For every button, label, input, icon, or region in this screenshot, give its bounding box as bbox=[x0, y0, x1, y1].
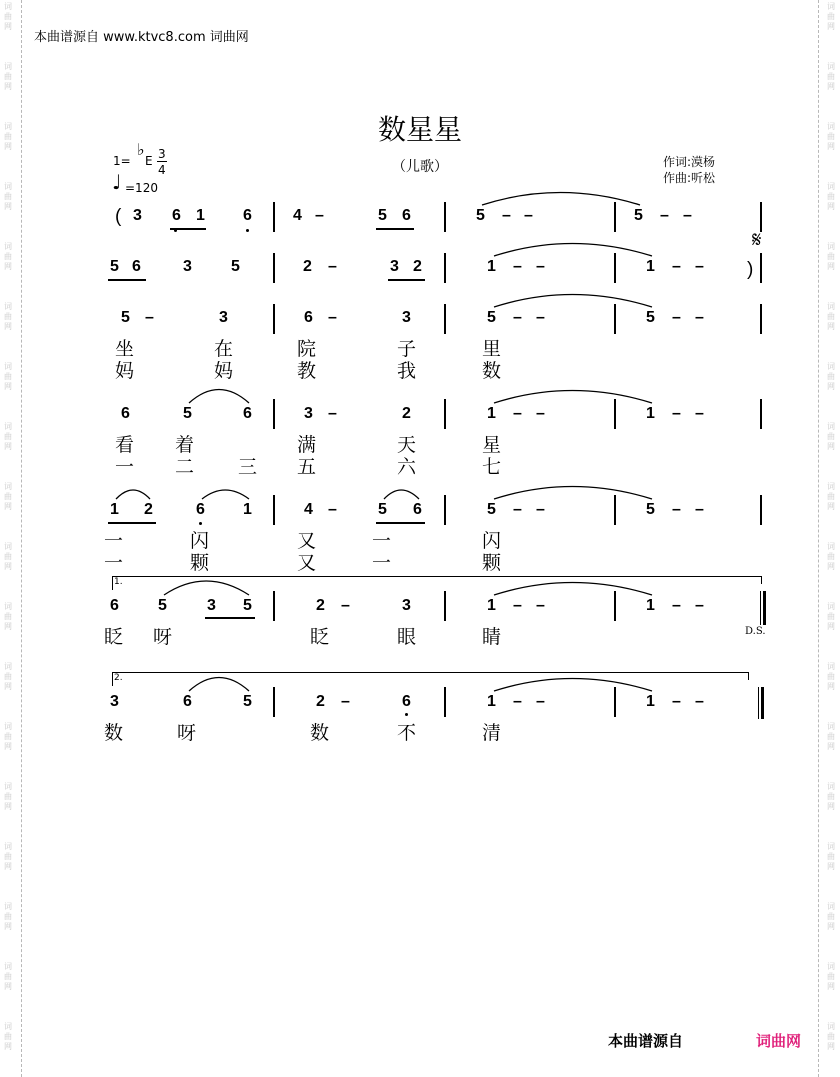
note: 5 bbox=[487, 309, 496, 326]
ds-marking: D.S. bbox=[745, 626, 766, 637]
tie bbox=[494, 487, 652, 500]
lyric: 六 bbox=[397, 456, 417, 478]
tie bbox=[494, 391, 652, 404]
note: 3 bbox=[183, 258, 192, 275]
margin-watermark: 词 曲 网 bbox=[827, 1022, 835, 1051]
note: 5 bbox=[634, 207, 643, 224]
dash: – bbox=[695, 309, 704, 326]
margin-watermark: 词 曲 网 bbox=[827, 902, 835, 931]
dash: – bbox=[695, 693, 704, 710]
dash: – bbox=[672, 309, 681, 326]
dash: – bbox=[328, 258, 337, 275]
dash: – bbox=[513, 309, 522, 326]
lyric: 妈 bbox=[214, 360, 234, 382]
dash: – bbox=[341, 597, 350, 614]
note: 6 bbox=[110, 597, 119, 614]
lyric: 数 bbox=[104, 722, 124, 744]
margin-watermark: 词 曲 网 bbox=[4, 902, 12, 931]
margin-watermark: 词 曲 网 bbox=[827, 62, 835, 91]
dash: – bbox=[513, 693, 522, 710]
composer: 作曲:听松 bbox=[663, 171, 716, 185]
dash: – bbox=[683, 207, 692, 224]
note: 3 bbox=[390, 258, 399, 275]
lyric: 看 bbox=[115, 434, 135, 456]
tie bbox=[494, 679, 652, 692]
lyric: 一 bbox=[104, 530, 124, 552]
note: 2 bbox=[144, 501, 153, 518]
dash: – bbox=[672, 501, 681, 518]
note: 2 bbox=[413, 258, 422, 275]
song-genre: （儿歌） bbox=[392, 159, 448, 175]
margin-watermark: 词 曲 网 bbox=[4, 302, 12, 331]
margin-watermark: 词 曲 网 bbox=[4, 362, 12, 391]
note: 1 bbox=[646, 405, 655, 422]
note: 2 bbox=[303, 258, 312, 275]
dash: – bbox=[672, 597, 681, 614]
margin-watermark: 词 曲 网 bbox=[4, 242, 12, 271]
dash: – bbox=[315, 207, 324, 224]
lyric: 颗 bbox=[190, 552, 210, 574]
dash: – bbox=[536, 405, 545, 422]
time-signature-top: 3 bbox=[158, 147, 166, 161]
note: 5 bbox=[243, 597, 252, 614]
note: 1 bbox=[487, 405, 496, 422]
lyric: 眨 bbox=[104, 626, 124, 648]
dash: – bbox=[513, 258, 522, 275]
tie bbox=[494, 295, 652, 308]
note: 3 bbox=[133, 207, 142, 224]
volta-1-label: 1. bbox=[114, 577, 123, 587]
lyric: 三 bbox=[238, 456, 258, 478]
lyric: 一 bbox=[115, 456, 135, 478]
lyric: 满 bbox=[297, 434, 317, 456]
margin-watermark: 词 曲 网 bbox=[4, 182, 12, 211]
dash: – bbox=[672, 693, 681, 710]
lyric: 在 bbox=[214, 338, 234, 360]
dash: – bbox=[328, 405, 337, 422]
margin-watermark: 词 曲 网 bbox=[4, 542, 12, 571]
dash: – bbox=[536, 597, 545, 614]
dash: – bbox=[672, 405, 681, 422]
margin-watermark: 词 曲 网 bbox=[827, 782, 835, 811]
margin-watermark: 词 曲 网 bbox=[827, 242, 835, 271]
note: 1 bbox=[243, 501, 252, 518]
margin-watermark: 词 曲 网 bbox=[827, 182, 835, 211]
dash: – bbox=[536, 258, 545, 275]
source-header: 本曲谱源自 www.ktvc8.com 词曲网 bbox=[34, 30, 249, 45]
note: 2 bbox=[316, 693, 325, 710]
note: 6 bbox=[121, 405, 130, 422]
note: 5 bbox=[121, 309, 130, 326]
margin-watermark: 词 曲 网 bbox=[827, 122, 835, 151]
margin-watermark: 词 曲 网 bbox=[4, 722, 12, 751]
dash: – bbox=[328, 501, 337, 518]
dash: – bbox=[536, 693, 545, 710]
note: 6 bbox=[413, 501, 422, 518]
note: 6 bbox=[402, 207, 411, 224]
dash: – bbox=[695, 405, 704, 422]
lyric: 坐 bbox=[115, 338, 135, 360]
lyric: 子 bbox=[397, 338, 417, 360]
lyric: 眨 bbox=[310, 626, 330, 648]
flat-sign: ♭ bbox=[137, 140, 145, 159]
dash: – bbox=[145, 309, 154, 326]
lyric: 一 bbox=[372, 530, 392, 552]
note: 5 bbox=[476, 207, 485, 224]
footer-site-link[interactable]: 词曲网 bbox=[756, 1032, 802, 1050]
note: 3 bbox=[402, 309, 411, 326]
lyric: 颗 bbox=[482, 552, 502, 574]
note: 2 bbox=[402, 405, 411, 422]
lyric: 一 bbox=[104, 552, 124, 574]
note: 5 bbox=[378, 501, 387, 518]
dash: – bbox=[502, 207, 511, 224]
slur bbox=[202, 490, 249, 499]
lyric: 睛 bbox=[482, 626, 502, 648]
dash: – bbox=[341, 693, 350, 710]
lyric: 着 bbox=[175, 434, 195, 456]
time-signature-bottom: 4 bbox=[158, 163, 166, 177]
note: 3 bbox=[304, 405, 313, 422]
margin-watermark: 词 曲 网 bbox=[827, 662, 835, 691]
note: 5 bbox=[243, 693, 252, 710]
dash: – bbox=[513, 597, 522, 614]
lyric: 里 bbox=[482, 338, 502, 360]
lyric: 星 bbox=[482, 434, 502, 456]
lyric: 呀 bbox=[153, 626, 173, 648]
lyric: 又 bbox=[297, 530, 317, 552]
margin-watermark: 词 曲 网 bbox=[4, 422, 12, 451]
margin-watermark: 词 曲 网 bbox=[4, 962, 12, 991]
lyric: 我 bbox=[397, 360, 417, 382]
lyric: 闪 bbox=[482, 530, 502, 552]
lyric: 眼 bbox=[397, 626, 417, 648]
note: 5 bbox=[110, 258, 119, 275]
tie bbox=[494, 583, 652, 596]
lyric: 又 bbox=[297, 552, 317, 574]
lyric: 七 bbox=[482, 456, 502, 478]
tempo-value: =120 bbox=[125, 181, 158, 195]
tie bbox=[482, 193, 640, 206]
note: 1 bbox=[196, 207, 205, 224]
note: 5 bbox=[158, 597, 167, 614]
margin-watermark: 词 曲 网 bbox=[827, 602, 835, 631]
lyric: 妈 bbox=[115, 360, 135, 382]
margin-watermark: 词 曲 网 bbox=[827, 842, 835, 871]
dash: – bbox=[660, 207, 669, 224]
note: 5 bbox=[487, 501, 496, 518]
tie bbox=[494, 244, 652, 257]
lyric: 数 bbox=[310, 722, 330, 744]
segno-icon: 𝄋 bbox=[752, 228, 762, 253]
note: 6 bbox=[132, 258, 141, 275]
margin-watermark: 词 曲 网 bbox=[827, 2, 835, 31]
note: 1 bbox=[487, 597, 496, 614]
margin-watermark: 词 曲 网 bbox=[827, 362, 835, 391]
lyric: 一 bbox=[372, 552, 392, 574]
margin-watermark: 词 曲 网 bbox=[827, 542, 835, 571]
note: 4 bbox=[304, 501, 313, 518]
slur bbox=[189, 678, 249, 692]
close-paren: ) bbox=[747, 259, 754, 280]
margin-watermark: 词 曲 网 bbox=[4, 1022, 12, 1051]
note: 1 bbox=[110, 501, 119, 518]
note: 6 bbox=[172, 207, 181, 224]
slur bbox=[189, 390, 249, 404]
note: 6 bbox=[196, 501, 205, 518]
dash: – bbox=[536, 309, 545, 326]
note: 1 bbox=[487, 693, 496, 710]
margin-watermark: 词 曲 网 bbox=[4, 62, 12, 91]
note: 1 bbox=[646, 258, 655, 275]
volta-2-label: 2. bbox=[114, 673, 123, 683]
dash: – bbox=[536, 501, 545, 518]
note: 5 bbox=[646, 309, 655, 326]
margin-watermark: 词 曲 网 bbox=[4, 782, 12, 811]
lyric: 闪 bbox=[190, 530, 210, 552]
margin-watermark: 词 曲 网 bbox=[827, 302, 835, 331]
margin-watermark: 词 曲 网 bbox=[827, 962, 835, 991]
note: 5 bbox=[646, 501, 655, 518]
lyric: 数 bbox=[482, 360, 502, 382]
note: 1 bbox=[487, 258, 496, 275]
margin-watermark: 词 曲 网 bbox=[4, 842, 12, 871]
margin-watermark: 词 曲 网 bbox=[827, 722, 835, 751]
margin-watermark: 词 曲 网 bbox=[827, 422, 835, 451]
dash: – bbox=[524, 207, 533, 224]
margin-watermark: 词 曲 网 bbox=[4, 482, 12, 511]
key-label: 1= bbox=[113, 154, 131, 168]
lyricist: 作词:漠杨 bbox=[663, 155, 716, 169]
dash: – bbox=[672, 258, 681, 275]
lyric: 教 bbox=[297, 360, 317, 382]
lyric: 清 bbox=[482, 722, 502, 744]
slur bbox=[384, 490, 419, 499]
dash: – bbox=[513, 405, 522, 422]
note: 5 bbox=[183, 405, 192, 422]
margin-watermark: 词 曲 网 bbox=[4, 122, 12, 151]
lyric: 五 bbox=[297, 456, 317, 478]
dash: – bbox=[695, 258, 704, 275]
slur bbox=[116, 490, 150, 499]
note: 3 bbox=[110, 693, 119, 710]
lyric: 不 bbox=[397, 722, 417, 744]
lyric: 院 bbox=[297, 338, 317, 360]
margin-watermark: 词 曲 网 bbox=[4, 602, 12, 631]
dash: – bbox=[513, 501, 522, 518]
key-note: E bbox=[145, 154, 153, 168]
margin-watermark: 词 曲 网 bbox=[4, 2, 12, 31]
note: 3 bbox=[219, 309, 228, 326]
margin-watermark: 词 曲 网 bbox=[4, 662, 12, 691]
note: 1 bbox=[646, 693, 655, 710]
slur bbox=[164, 581, 249, 595]
note: 6 bbox=[243, 405, 252, 422]
margin-watermark: 词 曲 网 bbox=[827, 482, 835, 511]
note: 6 bbox=[243, 207, 252, 224]
tempo-note-icon: ♩ bbox=[112, 170, 122, 194]
open-paren: ( bbox=[115, 206, 122, 227]
note: 3 bbox=[402, 597, 411, 614]
lyric: 天 bbox=[397, 434, 417, 456]
lyric: 呀 bbox=[177, 722, 197, 744]
song-title: 数星星 bbox=[377, 113, 462, 146]
dash: – bbox=[695, 501, 704, 518]
note: 6 bbox=[304, 309, 313, 326]
dash: – bbox=[328, 309, 337, 326]
note: 3 bbox=[207, 597, 216, 614]
note: 5 bbox=[378, 207, 387, 224]
footer-source-label: 本曲谱源自 bbox=[608, 1032, 684, 1050]
note: 6 bbox=[183, 693, 192, 710]
note: 1 bbox=[646, 597, 655, 614]
note: 4 bbox=[293, 207, 302, 224]
lyric: 二 bbox=[175, 456, 195, 478]
note: 2 bbox=[316, 597, 325, 614]
dash: – bbox=[695, 597, 704, 614]
note: 5 bbox=[231, 258, 240, 275]
note: 6 bbox=[402, 693, 411, 710]
